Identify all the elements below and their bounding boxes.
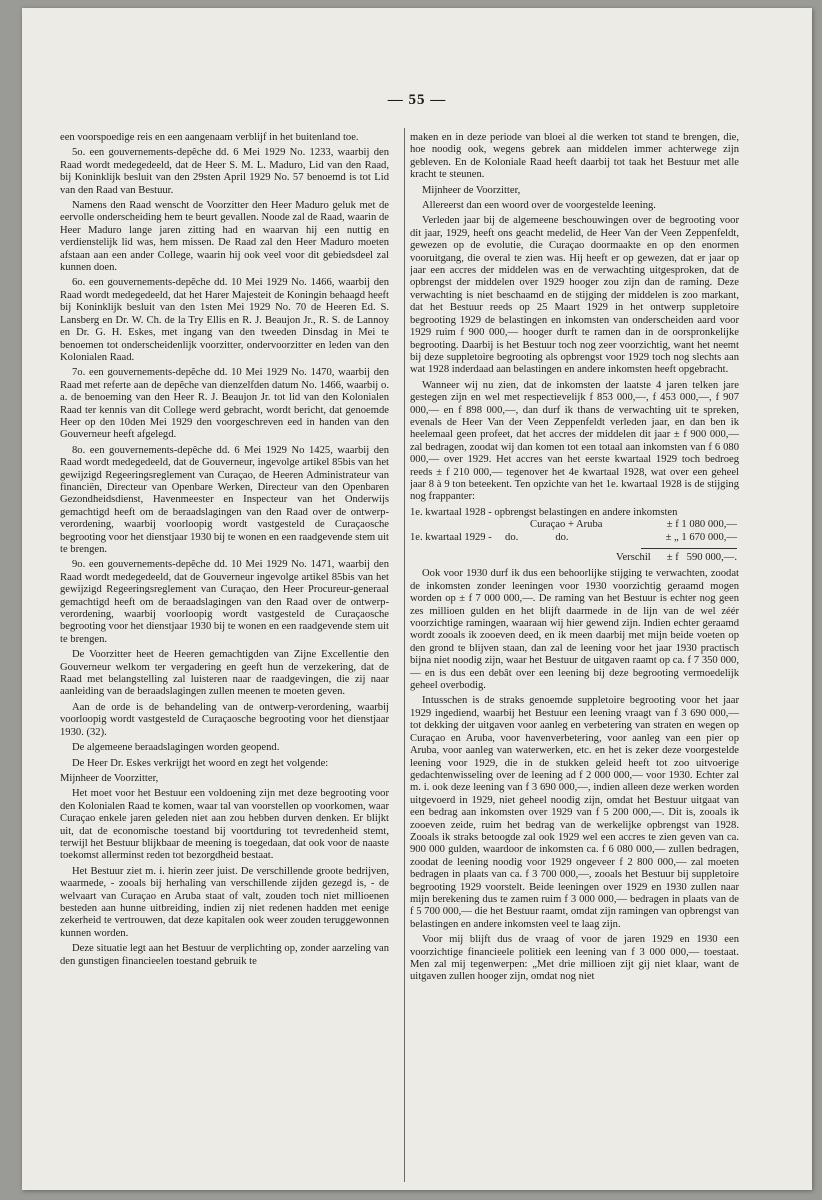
figures-row-2-label: Curaçao + Aruba	[530, 519, 603, 531]
paragraph: Ook voor 1930 durf ik dus een behoorlijke stijging te verwachten, zoodat de inkomsten zonder leeningen voor 1930 voorzichtig geraamd mogen worden op ± f 7 000 000,—. De raming van het Bestuur is echter nog geen zes millioen gulden en het blijft daarmede in de lijn van de wel zéér voorzichtige ramingen, waaraan wij hier gewend zijn. Indien echter geraamd wordt zooals ik zooeven deed, en ik meen daarbij met mijn beide voeten op den grond te blijven staan, dan zal de leening voor het jaar 1930 practisch bijna niet noodig zijn, waar het Bestuur de uitgaven raamt op ca. f 7 350 000,— en is dus een debât over een leening bij deze begrooting vermoedelijk geheel overbodig.	[410, 568, 739, 692]
right-column-top	[410, 132, 739, 504]
paragraph: Wanneer wij nu zien, dat de inkomsten der laatste 4 jaren telken jare gestegen zijn en wel met respectievelijk f 853 000,—, f 453 000,—, f 907 000,— en f 898 000,—, dan durf ik thans de verwachting uit te spreken, evenals de Heer Van der Veen Zeppenfeldt verleden jaar, en dan ben ik heelemaal geen profeet, dat het accres der middelen dit jaar ± f 900 000,— zal bedragen, zoodat wij dan komen tot een totaal aan inkomsten van f 6 080 000,— over 1929. Het accres van het eerste kwartaal 1929 toch bedroeg reeds ± f 210 000,— tegenover het 4e kwartaal 1928, wat over een geheel jaar 8 à 9 ton beteekent. Ten opzichte van het 1e. kwartaal 1928 is de stijging nog frappanter:	[410, 379, 739, 503]
left-column	[60, 132, 389, 1178]
figures-diff-row	[410, 552, 739, 564]
figures-block	[410, 507, 739, 565]
figures-row-1-label: 1e. kwartaal 1928 - opbrengst belastingen en andere inkomsten	[410, 506, 678, 518]
paragraph: 9o. een gouvernements-depêche dd. 10 Mei 1929 No. 1471, waarbij den Raad wordt medegedeeld, dat de Gouverneur ingevolge artikel 85bis van het gewijzigd Regeeringsreglement van Curaçao, den Heer Procureur-generaal gemachtigd heeft om de beraadslagingen van den Raad over de ontwerp-verordening, waarbij voorloopig wordt vastgesteld de Curaçaosche begrooting voor het dienstjaar 1930 bij te wonen en een raadgevende stem uit te brengen.	[60, 559, 389, 645]
paragraph: 5o. een gouvernements-depêche dd. 6 Mei 1929 No. 1233, waarbij den Raad wordt medegedeeld, dat de Heer S. M. L. Maduro, Lid van den Raad, bij Koninklijk besluit van den 29sten April 1929 No. 57 benoemd is tot Lid van den Raad van Bestuur.	[60, 147, 389, 196]
paragraph: De Heer Dr. Eskes verkrijgt het woord en zegt het volgende:	[72, 757, 329, 769]
paragraph: 7o. een gouvernements-depêche dd. 10 Mei 1929 No. 1470, waarbij den Raad met referte aan de depêche van dienzelfden datum No. 1466, waarbij o. a. de benoeming van den Heer R. J. Beaujon Jr. tot lid van den Kolonialen Raad ter kennis van dit College werd gebracht, wordt bericht, dat genoemde Heer op den 10den Mei 1929 den voorgeschreven eed in handen van den Gouverneur heeft afgelegd.	[60, 367, 389, 441]
paragraph: een voorspoedige reis en een aangenaam verblijf in het buitenland toe.	[60, 132, 359, 143]
page-number: — 55 —	[387, 92, 447, 108]
paragraph: Aan de orde is de behandeling van de ontwerp-verordening, waarbij voorloopig wordt vastgesteld de Curaçaosche begrooting voor het dienstjaar 1930. (32).	[60, 701, 389, 738]
figures-diff-label: Verschil	[616, 552, 651, 563]
figures-separator	[410, 544, 739, 552]
paragraph: Het moet voor het Bestuur een voldoening zijn met deze begrooting voor den Kolonialen Raad te komen, waar tal van voorstellen op voorkomen, waar Curaçao enkele jaren geleden niet aan zou hebben durven denken. Er blijkt uit, dat de economische toestand bij voortduring tot tevredenheid stemt, terwijl het Bestuur blijkbaar de meening is toegedaan, dat ook voor de naaste toekomst allerminst reden tot bezorgdheid bestaat.	[60, 788, 389, 862]
paragraph: Verleden jaar bij de algemeene beschouwingen over de begrooting voor dit jaar, 1929, heeft ons geacht medelid, de Heer Van der Veen Zeppenfeldt, gewezen op de evolutie, die Curaçao doormaakte en op den enormen vooruitgang, die overal te zien was. Hij heeft er op gewezen, dat er jaar op jaar een accres der middelen was en de verwachting uitgesproken, dat de opbrengst der middelen over 1929 hooger zou zijn dan de raming. Deze verwachting is niet beschaamd en de stijging der middelen is zoo markant, dat het Bestuur reeds op 25 Maart 1929 in het ontwerp suppletoire begrooting 1929 de belastingen en inkomsten van onderscheiden aard voor 1929 ruim f 900 000,— hooger durft te ramen dan in de oorspronkelijke begrooting. Daarbij is het Bestuur toch nog zeer voorzichtig, want het neemt bij deze suppletoire begrooting als opbrengst voor 1929 toch nog slechts aan wat 1928 inderdaad aan belastingen en andere inkomsten heeft opgebracht.	[410, 215, 739, 376]
paragraph: Deze situatie legt aan het Bestuur de verplichting op, zonder aarzeling van den gunstigen financieelen toestand gebruik te	[60, 943, 389, 967]
paragraph: maken en in deze periode van bloei al die werken tot stand te brengen, die, hoe noodig ook, wegens gebrek aan middelen immer achterwege zijn gebleven. En de Koloniale Raad heeft daarbij tot taak het Bestuur met alle kracht te steunen.	[410, 132, 739, 181]
paragraph: De algemeene beraadslagingen worden geopend.	[72, 742, 280, 754]
paragraph: Het Bestuur ziet m. i. hierin zeer juist. De verschillende groote bedrijven, waarmede, - zooals bij herhaling van verschillende zijden gezegd is, - de welvaart van Curaçao en Aruba staat of valt, zouden toch niet millioenen besteden aan hunne uitbreiding, indien zij niet redenen hadden met eenige zekerheid te vertrouwen, dat deze kapitalen ook weer zouden teruggewonnen kunnen worden.	[60, 865, 389, 939]
sum-rule	[641, 548, 737, 549]
paragraph: Intusschen is de straks genoemde suppletoire begrooting voor het jaar 1929 ingediend, waarbij het Bestuur een leening vraagt van f 3 690 000,— tot dekking der uitgaven voor aanleg en verbetering van straten en wegen op Curaçao en Aruba, voor havenverbetering, voor aanleg van een pier op Aruba, voor aanleg van waterwerken, etc. en het is zeker deze voorgestelde leening voor 1929, die in de stukken geleid heeft tot zoo uitvoerige gedachtenwisseling over de leening ad f 2 000 000,— voor 1930. Echter zal m. i. ook deze leening van f 3 690 000,—, indien alleen deze werken worden uitgevoerd in 1929, niet geheel noodig zijn, omdat het Bestuur uitgaat van een bedrag aan inkomsten over 1929 van f 5 200 000,—. Dit is, zooals ik zooeven zeide, ruim het bedrag van de werkelijke opbrengst van 1928. Zooals ik straks betoogde zal ook 1929 wel een accres te zien geven van ca. 900 000 gulden, waardoor de inkomsten ca. f 6 080 000,— zullen bedragen, zoodat de leening noodig voor 1929 ongeveer f 2 800 000,— zal moeten bedragen in plaats van ca. f 3 700 000,—, zooals het Bestuur bij suppletoire begrooting 1929 voorstelt. Beide leeningen over 1929 en 1930 zullen naar mijn berekening dus te zamen ruim f 3 000 000,— bedragen in plaats van de f 5 700 000,— die het Bestuur raamt, omdat zijn ramingen van opbrengst van belastingen en andere inkomsten veel te laag zijn.	[410, 695, 739, 930]
right-column	[410, 132, 739, 1178]
figures-row-3	[410, 532, 739, 544]
paragraph: 8o. een gouvernements-depêche dd. 6 Mei 1929 No 1425, waarbij den Raad wordt medegedeeld, dat de Gouverneur, ingevolge artikel 85bis van het gewijzigd Regeeringsreglement van Curaçao, de Heeren Administrateur van financiën, Directeur van Openbare Werken, Directeur van den Openbaren Gezondheidsdienst, Havenmeester en Inspecteur van het Onderwijs gemachtigd heeft om de beraadslagingen van den Raad over de ontwerp-verordening, waarbij voorloopig wordt vastgesteld de Curaçaosche begrooting voor het dienstjaar 1930 bij te wonen en een raadgevende stem uit te brengen.	[60, 444, 389, 555]
figures-row-3-amount: ± „ 1 670 000,—	[665, 531, 737, 543]
figures-diff-amount: ± f 590 000,—.	[666, 552, 737, 563]
column-divider	[404, 128, 405, 1182]
figures-row-3-label: 1e. kwartaal 1929 - do. do.	[410, 531, 569, 543]
paragraph: Mijnheer de Voorzitter,	[422, 184, 521, 196]
paragraph: Voor mij blijft dus de vraag of voor de jaren 1929 en 1930 een voorzichtige financieele politiek een leening van f 3 000 000,— toestaat. Men zal mij tegenwerpen: „Met drie millioen zijt gij niet klaar, want de uitgaven zullen hooger zijn, omdat nog niet	[410, 934, 739, 983]
right-column-bottom	[410, 568, 739, 983]
paragraph: 6o. een gouvernements-depêche dd. 10 Mei 1929 No. 1466, waarbij den Raad wordt medegedeeld, dat het Harer Majesteit de Koningin behaagd heeft bij Koninklijk besluit van den 1sten Mei 1929 No. 70 de Heeren Ed. S. Lansberg en Dr. W. Ch. de la Try Ellis en R. J. Beaujon Jr., R. S. de Lannoy en Dr. G. H. Eskes, met ingang van den tweeden Dinsdag in Mei te benoemen tot onderscheidenlijk voorzitter, ondervoorzitter en leden van den Kolonialen Raad.	[60, 277, 389, 363]
figures-row-2	[410, 519, 739, 531]
paragraph: Namens den Raad wenscht de Voorzitter den Heer Maduro geluk met de eervolle onderscheiding hem te beurt gevallen. Noode zal de Raad, waarin de Heer Maduro lange jaren zitting had en waarvan hij een nuttig en verdienstelijk lid was, hem missen. De Raad zal den Heer Maduro moeten afstaan aan een ander College, waarin hij ook veel voor dit gebiedsdeel zal kunnen doen.	[60, 200, 389, 274]
figures-row-2-amount: ± f 1 080 000,—	[666, 519, 737, 531]
paragraph: Mijnheer de Voorzitter,	[60, 772, 159, 784]
paragraph: Allereerst dan een woord over de voorgestelde leening.	[422, 200, 656, 212]
document-page	[22, 8, 812, 1190]
paragraph: De Voorzitter heet de Heeren gemachtigden van Zijne Excellentie den Gouverneur welkom ter vergadering en geeft hun de verzekering, dat de Raad met belangstelling zal luisteren naar de raadgevingen, die zij naar aanleiding van de beraadslagingen zullen meenen te moeten geven.	[60, 649, 389, 698]
